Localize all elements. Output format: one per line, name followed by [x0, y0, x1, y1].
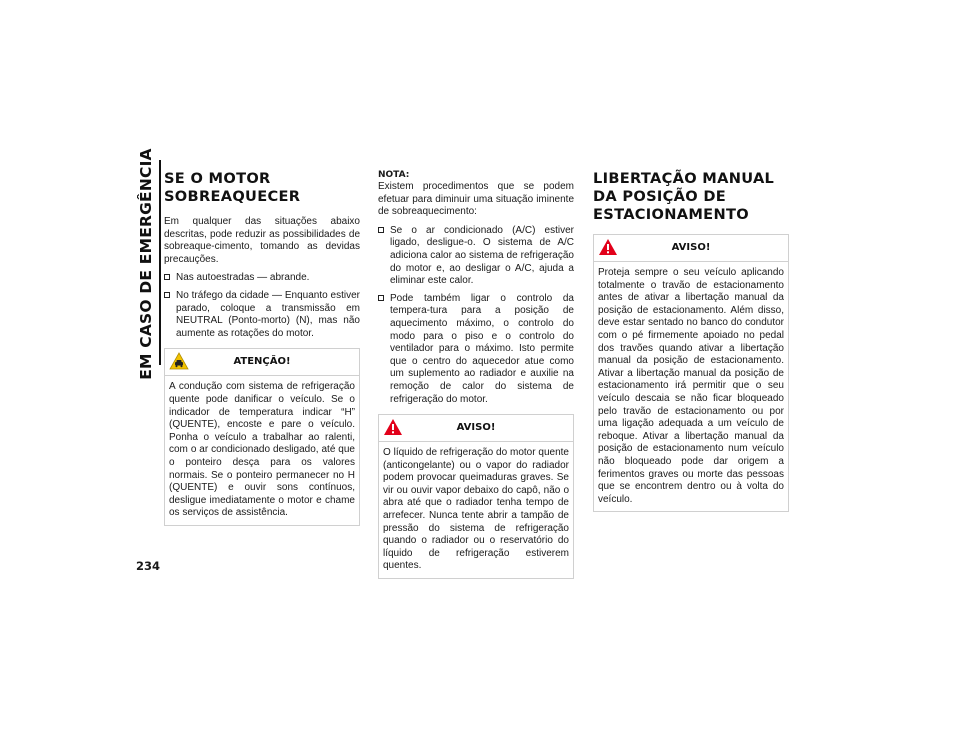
- list-item: [164, 290, 360, 340]
- warning-triangle-icon: [598, 238, 618, 256]
- warning-box: [593, 234, 789, 512]
- caution-text: A condução com sistema de refrigeração quente pode danificar o veículo. Se o indicador de temperatura indicar “H” (QUENTE), encoste e pare o veículo. Ponha o veículo a trabalhar ao ralenti, com o ar condicionado desligado, até que o ponteiro desça para os valores normais. Se o ponteiro permanecer no H (QUENTE) e ouvir sons contínuos, desligue imediatamente o motor e chame os serviços de assistência.: [169, 381, 355, 519]
- warning-title: AVISO!: [671, 241, 711, 253]
- list-item-text: Pode também ligar o controlo da tempera-tura para a posição de aquecimento máximo, o controlo do modo para o piso e o controlo do ventilador para o máximo. Isto permite que o centro do aquecedor atue como um suplemento ao radiador e auxilie na remoção de calor do sistema de refrigeração do motor.: [390, 292, 574, 405]
- checkbox-bullet-icon: [378, 295, 384, 301]
- page-number: 234: [136, 559, 161, 573]
- column-right: [593, 170, 789, 512]
- bullet-list: [164, 272, 360, 340]
- section-heading-park-release: LIBERTAÇÃO MANUAL DA POSIÇÃO DE ESTACIONAMENTO: [593, 170, 775, 223]
- list-item-text: Se o ar condicionado (A/C) estiver ligado, desligue-o. O sistema de A/C adiciona calor ao sistema de refrigeração do motor e, ao desligar o A/C, ajuda a eliminar este calor.: [390, 224, 574, 287]
- side-tab: [133, 148, 159, 380]
- list-item: [164, 272, 360, 285]
- caution-title: ATENÇÃO!: [233, 356, 291, 368]
- checkbox-bullet-icon: [164, 292, 170, 298]
- column-middle: [378, 170, 574, 579]
- column-left: [164, 170, 360, 526]
- warning-text: Proteja sempre o seu veículo aplicando totalmente o travão de estacionamento antes de ativar a libertação manual da posição de estacionamento. Além disso, deve estar sentado no banco do condutor com o pé firmemente apoiado no pedal dos travões quando ativar a libertação manual da posição de estacionamento. Ativar a libertação manual da posição de estacionamento irá permitir que o seu veículo descaia se não ficar bloqueado pelo travão de estacionamento ou por uma ligação adequada a um veículo de reboque. Ativar a libertação manual da posição de estacionamento num veículo não bloqueado pode dar origem a ferimentos graves ou morte das pessoas que se encontrem dentro ou à volta do veículo.: [598, 267, 784, 505]
- list-item-text: No tráfego da cidade — Enquanto estiver parado, coloque a transmissão em NEUTRAL (Ponto-morto) (N), mas não aumente as rotações do motor.: [176, 289, 360, 339]
- warning-triangle-icon: [383, 418, 403, 436]
- list-item-text: Nas autoestradas — abrande.: [176, 272, 310, 284]
- note-label: NOTA:: [378, 170, 410, 180]
- note-paragraph: Existem procedimentos que se podem efetuar para diminuir uma situação iminente de sobreaquecimento:: [378, 181, 574, 218]
- list-item: [378, 293, 574, 406]
- side-tab-divider: [159, 160, 161, 365]
- side-tab-label: EM CASO DE EMERGÊNCIA: [137, 148, 155, 380]
- bullet-list: [378, 225, 574, 406]
- warning-text: O líquido de refrigeração do motor quente (anticongelante) ou o vapor do radiador podem provocar queimaduras graves. Se vir ou ouvir vapor debaixo do capô, não o abra até que o radiador tenha tempo de arrefecer. Nunca tente abrir a tampão de pressão do sistema de refrigeração quando o radiador ou o reservatório do líquido de refrigeração estiverem quentes.: [383, 447, 569, 572]
- section-heading-overheat: SE O MOTOR SOBREAQUECER: [164, 170, 301, 205]
- caution-box: [164, 348, 360, 526]
- warning-box: [378, 414, 574, 579]
- warning-title: AVISO!: [456, 421, 496, 433]
- checkbox-bullet-icon: [378, 227, 384, 233]
- warning-header: [379, 415, 573, 442]
- caution-header: [165, 349, 359, 376]
- checkbox-bullet-icon: [164, 274, 170, 280]
- caution-car-icon: [169, 352, 189, 370]
- warning-header: [594, 235, 788, 262]
- list-item: [378, 225, 574, 288]
- intro-paragraph: Em qualquer das situações abaixo descritas, pode reduzir as possibilidades de sobreaque-cimento, tomando as devidas precauções.: [164, 216, 360, 265]
